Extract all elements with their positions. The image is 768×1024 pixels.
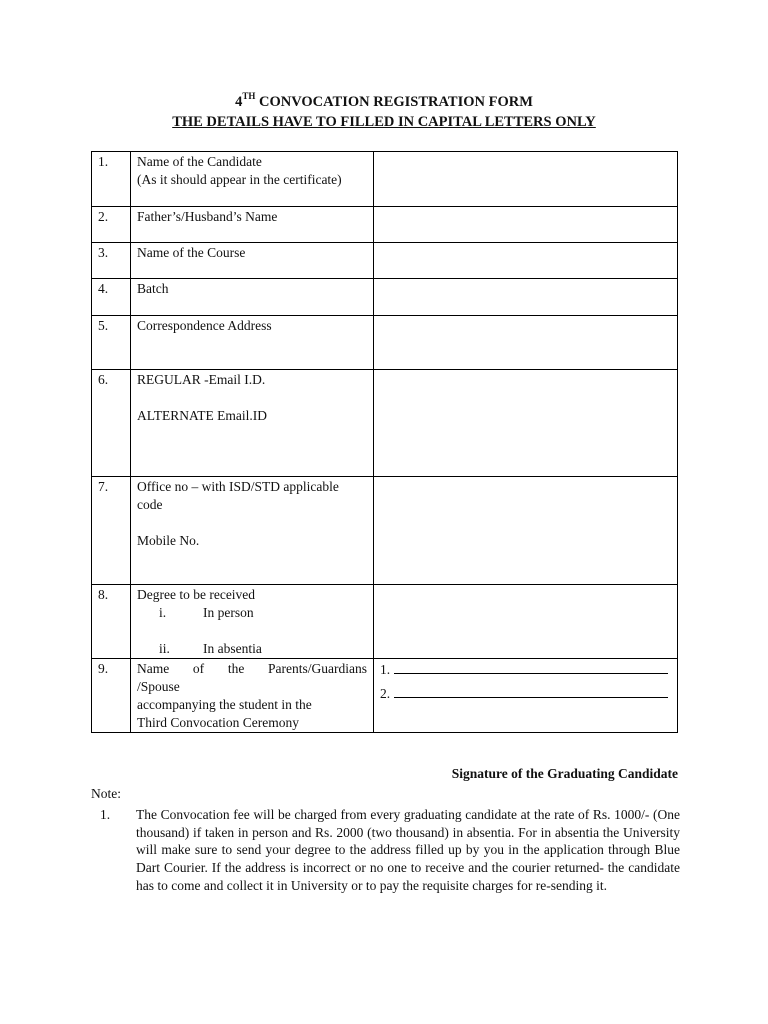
note-label: Note: [91,786,121,801]
accompanying-line-1[interactable] [380,660,671,679]
label-line: accompanying the student in the [137,697,312,712]
address-field[interactable] [374,316,678,370]
row-label: Father’s/Husband’s Name [131,207,374,243]
signature-label: Signature of the Graduating Candidate [451,766,678,781]
batch-field[interactable] [374,279,678,316]
spacer [137,389,367,407]
option-label: In person [203,605,254,620]
table-row [92,207,678,243]
table-row [92,279,678,316]
row-number: 5. [92,316,131,370]
row-label: Correspondence Address [131,316,374,370]
blank-line [394,684,668,698]
blank-number: 1. [380,662,391,677]
accompanying-line-2[interactable] [380,684,671,703]
label-subtext: ALTERNATE Email.ID [137,408,267,423]
note-item [100,806,680,895]
row-number: 9. [92,659,131,733]
label-text: REGULAR -Email I.D. [137,372,266,387]
form-subtitle: THE DETAILS HAVE TO FILLED IN CAPITAL LETTERS ONLY [172,114,596,130]
form-title [0,92,768,132]
option-number: i. [159,605,167,620]
row-label [131,477,374,585]
label-line: Third Convocation Ceremony [137,715,299,730]
label-text: Degree to be received [137,587,256,602]
title-line [0,92,768,112]
row-label [131,152,374,207]
option-label: In absentia [203,641,262,656]
option-number: ii. [159,641,170,656]
label-text: Office no – with ISD/STD applicable code [137,479,339,512]
label-subtext: (As it should appear in the certificate) [137,172,342,187]
title-text: CONVOCATION REGISTRATION FORM [255,94,533,110]
blank-number: 2. [380,686,391,701]
note-number: 1. [100,807,111,822]
father-husband-name-field[interactable] [374,207,678,243]
row-label: Batch [131,279,374,316]
email-field[interactable] [374,370,678,477]
table-row [92,152,678,207]
title-number: 4 [235,94,243,110]
table-row [92,659,678,733]
table-row [92,477,678,585]
row-number: 3. [92,243,131,279]
label-text: Name of the Candidate [137,154,262,169]
course-name-field[interactable] [374,243,678,279]
registration-table [91,151,678,733]
table-row [92,243,678,279]
spacer [137,514,367,532]
title-superscript: TH [242,91,256,101]
candidate-name-field[interactable] [374,152,678,207]
option-in-person [159,604,367,622]
row-label [131,585,374,659]
label-line: /Spouse [137,679,180,694]
row-number: 4. [92,279,131,316]
row-number: 7. [92,477,131,585]
label-line: Name of the Parents/Guardians [137,661,367,676]
spacer [137,622,367,640]
phone-field[interactable] [374,477,678,585]
row-number: 6. [92,370,131,477]
degree-mode-field[interactable] [374,585,678,659]
note-text: The Convocation fee will be charged from every graduating candidate at the rate of Rs. 1000/- (One thousand) if taken in person and Rs. 2000 (two thousand) in absentia. For in absentia the University will make sure to send your degree to the address filled up by you in the application through Blue Dart Courier. If the address is incorrect or no one to receive and the courier returned- the candidate has to come and collect it in University or to pay the requisite charges for re-sending it. [136,807,680,893]
accompanying-persons-cell [374,659,678,733]
table-row [92,585,678,659]
row-number: 2. [92,207,131,243]
row-number: 1. [92,152,131,207]
option-in-absentia [159,640,367,658]
row-label [131,659,374,733]
table-row [92,316,678,370]
label-subtext: Mobile No. [137,533,200,548]
blank-line [394,660,668,674]
row-label: Name of the Course [131,243,374,279]
row-label [131,370,374,477]
row-number: 8. [92,585,131,659]
table-row [92,370,678,477]
